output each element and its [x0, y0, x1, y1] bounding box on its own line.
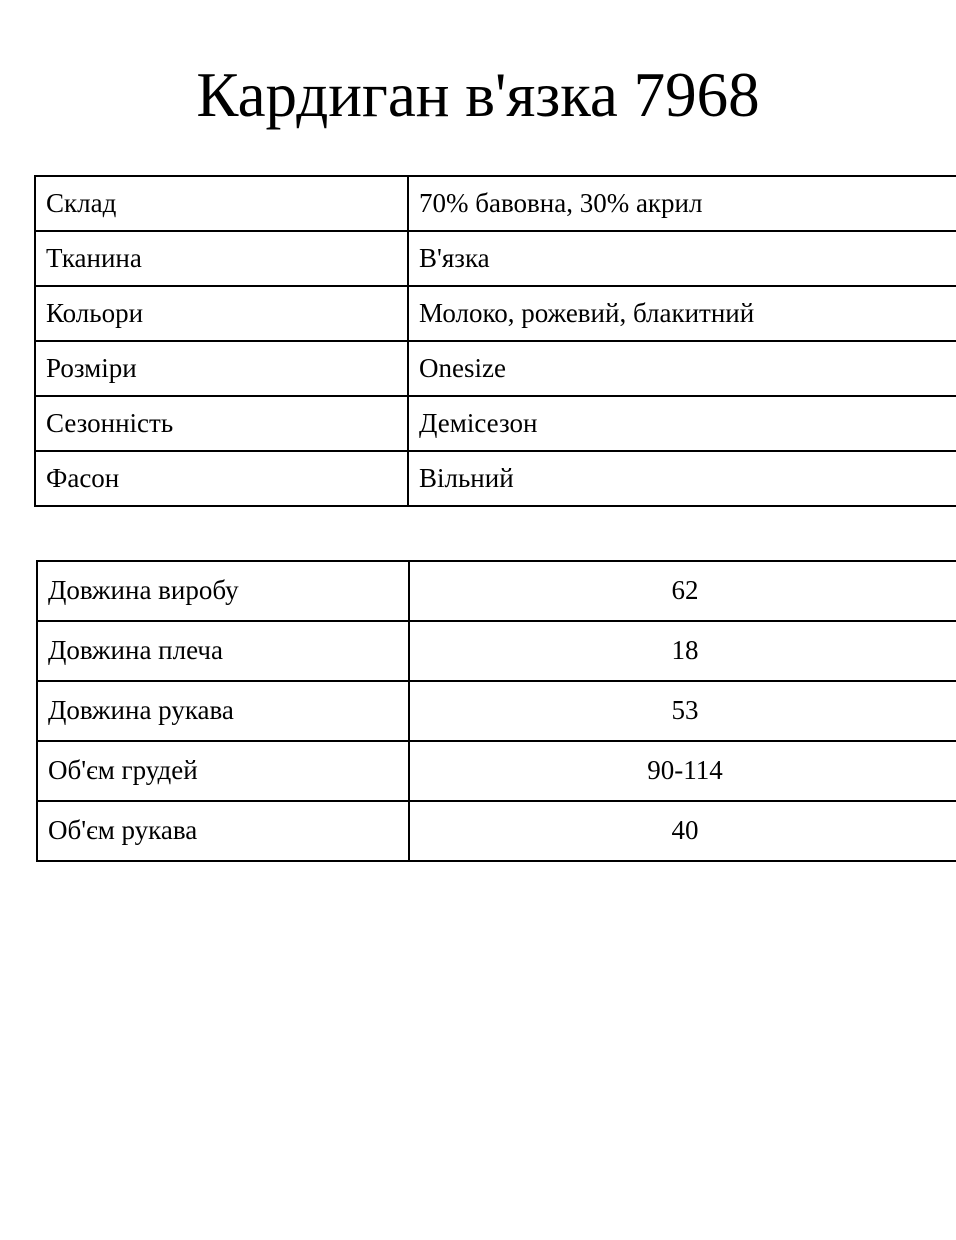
table-row [37, 621, 956, 681]
table-row [35, 286, 956, 341]
table-row [35, 396, 956, 451]
measurement-label-shoulder-length: Довжина плеча [37, 621, 409, 681]
attribute-value-sklad: 70% бавовна, 30% акрил [408, 176, 956, 231]
table-row [35, 231, 956, 286]
attribute-value-kolory: Молоко, рожевий, блакитний [408, 286, 956, 341]
attribute-value-sezonnist: Демісезон [408, 396, 956, 451]
measurement-value-shoulder-length: 18 [409, 621, 956, 681]
measurement-value-sleeve-length: 53 [409, 681, 956, 741]
table-row [37, 801, 956, 861]
table-row [37, 741, 956, 801]
measurement-label-product-length: Довжина виробу [37, 561, 409, 621]
table-row [35, 451, 956, 506]
measurement-label-chest-volume: Об'єм грудей [37, 741, 409, 801]
attribute-label-sklad: Склад [35, 176, 408, 231]
page-title: Кардиган в'язка 7968 [196, 60, 760, 130]
table-row [35, 341, 956, 396]
measurement-label-sleeve-length: Довжина рукава [37, 681, 409, 741]
product-attributes-table [34, 175, 956, 507]
measurement-value-sleeve-volume: 40 [409, 801, 956, 861]
product-measurements-table [36, 560, 956, 862]
attribute-label-fason: Фасон [35, 451, 408, 506]
table-row [37, 561, 956, 621]
attribute-label-sezonnist: Сезонність [35, 396, 408, 451]
attribute-value-fason: Вільний [408, 451, 956, 506]
measurement-value-chest-volume: 90-114 [409, 741, 956, 801]
measurement-value-product-length: 62 [409, 561, 956, 621]
attribute-value-rozmiry: Onesize [408, 341, 956, 396]
measurement-label-sleeve-volume: Об'єм рукава [37, 801, 409, 861]
table-row [35, 176, 956, 231]
attribute-value-tkanyna: В'язка [408, 231, 956, 286]
attribute-label-kolory: Кольори [35, 286, 408, 341]
attribute-label-rozmiry: Розміри [35, 341, 408, 396]
table-row [37, 681, 956, 741]
attribute-label-tkanyna: Тканина [35, 231, 408, 286]
